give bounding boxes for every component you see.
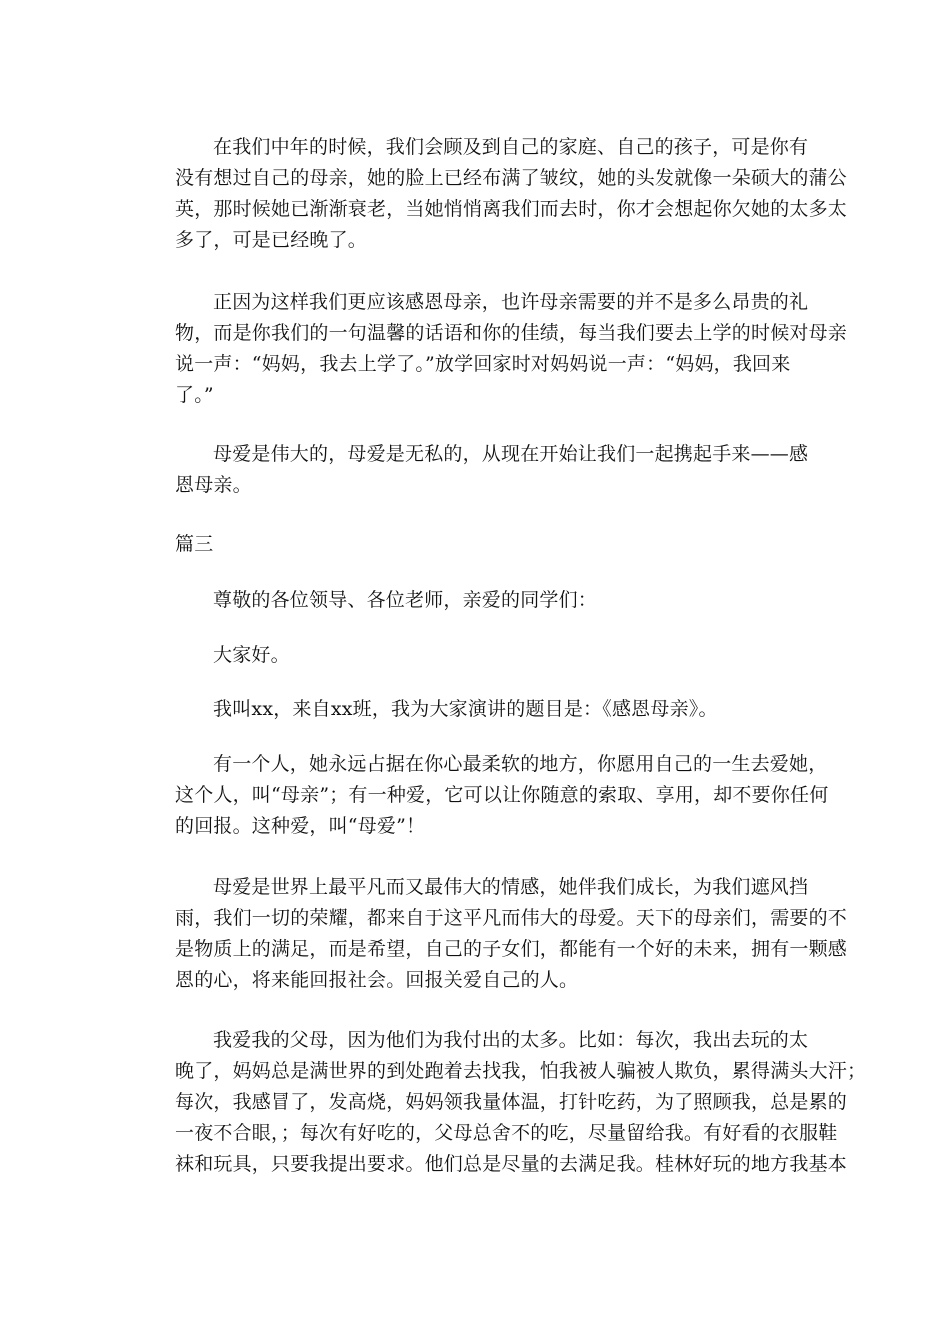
section-heading: [175, 529, 815, 560]
paragraph-be-grateful: [175, 287, 848, 411]
text-line: 大家好。: [213, 644, 290, 666]
text-line: 在我们中年的时候，我们会顾及到自己的家庭、自己的孩子，可是你有: [213, 136, 809, 158]
text-line: 我叫xx，来自xx班，我为大家演讲的题目是：《感恩母亲》。: [213, 698, 718, 720]
text-line: 母爱是世界上最平凡而又最伟大的情感，她伴我们成长，为我们遮风挡: [213, 876, 809, 898]
text-line: 物，而是你我们的一句温馨的话语和你的佳绩，每当我们要去上学的时候对母亲: [175, 322, 848, 344]
text-line: 这个人，叫“母亲”；有一种爱，它可以让你随意的索取、享用，却不要你任何: [175, 784, 829, 806]
text-line: 雨，我们一切的荣耀，都来自于这平凡而伟大的母爱。天下的母亲们，需要的不: [175, 907, 848, 929]
paragraph-salutation: [175, 585, 815, 616]
text-line: 有一个人，她永远占据在你心最柔软的地方，你愿用自己的一生去爱她，: [213, 753, 828, 775]
text-line: 没有想过自己的母亲，她的脸上已经布满了皱纹，她的头发就像一朵硕大的蒲公: [175, 167, 848, 189]
text-line: 是物质上的满足，而是希望，自己的子女们，都能有一个好的未来，拥有一颗感: [175, 938, 848, 960]
paragraph-introduction: [175, 694, 815, 725]
text-line: 正因为这样我们更应该感恩母亲，也许母亲需要的并不是多么昂贵的礼: [213, 291, 809, 313]
text-line: 尊敬的各位领导、各位老师，亲爱的同学们：: [213, 589, 598, 611]
text-line: 多了，可是已经晚了。: [175, 229, 368, 251]
text-line: 晚了，妈妈总是满世界的到处跑着去找我，怕我被人骗被人欺负，累得满头大汗；: [175, 1060, 867, 1082]
text-line: 恩母亲。: [175, 474, 252, 496]
text-line: 英，那时候她已渐渐衰老，当她悄悄离我们而去时，你才会想起你欠她的太多太: [175, 198, 848, 220]
text-line: 袜和玩具，只要我提出要求。他们总是尽量的去满足我。桂林好玩的地方我基本: [175, 1153, 848, 1175]
paragraph-motherly-love: [175, 439, 815, 501]
text-line: 说一声：“妈妈，我去上学了。”放学回家时对妈妈说一声：“妈妈，我回来: [175, 353, 791, 375]
paragraph-greeting: [175, 640, 815, 671]
text-line: 了。”: [175, 384, 214, 406]
paragraph-ordinary-great: [175, 872, 848, 996]
text-line: 的回报。这种爱，叫“母爱”！: [175, 815, 426, 837]
text-line: 我爱我的父母，因为他们为我付出的太多。比如：每次，我出去玩的太: [213, 1029, 809, 1051]
section-heading-text: 篇三: [175, 533, 214, 555]
paragraph-a-person: [175, 749, 829, 842]
text-line: 一夜不合眼，；每次有好吃的，父母总舍不的吃，尽量留给我。有好看的衣服鞋: [175, 1122, 838, 1144]
text-line: 母爱是伟大的，母爱是无私的，从现在开始让我们一起携起手来——感: [213, 443, 809, 465]
paragraph-middle-age-reflection: [175, 132, 848, 256]
text-line: 恩的心，将来能回报社会。回报关爱自己的人。: [175, 969, 579, 991]
text-line: 每次，我感冒了，发高烧，妈妈领我量体温，打针吃药，为了照顾我，总是累的: [175, 1091, 848, 1113]
paragraph-love-parents: [175, 1025, 867, 1180]
